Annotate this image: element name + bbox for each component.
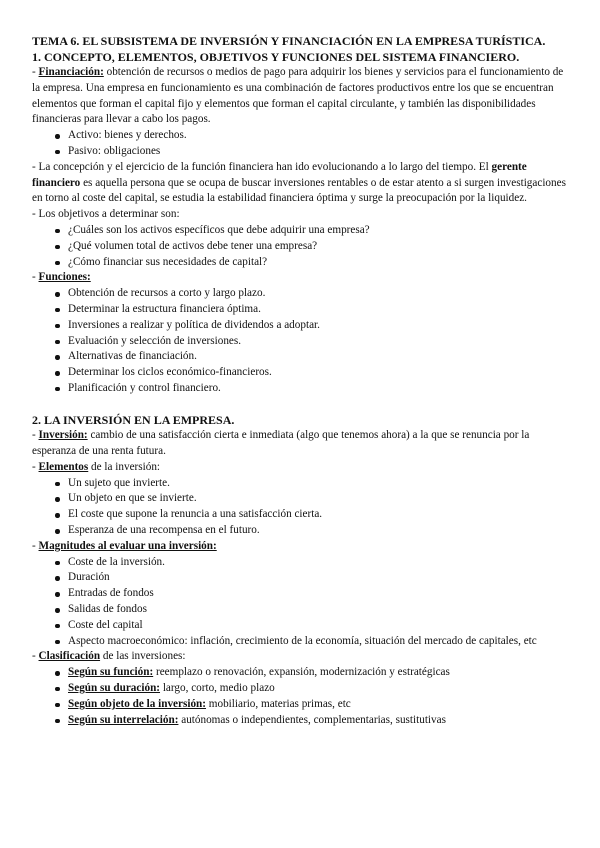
- gerente-post: es aquella persona que se ocupa de buscar inversiones rentables o de estar atento a si surgen investigaciones en torno al coste del capital, se estudia la estabilidad financiera óptima y surge la preocupación por la liquidez.: [32, 176, 566, 205]
- financiacion-paragraph: - Financiación: obtención de recursos o medios de pago para adquirir los bienes y servicios para el funcionamiento de la empresa. Una empresa en funcionamiento es una combinación de factores productivos entre los que se encuentran elementos que forman el capital fijo y elementos que forman el capital circulante, y también las disponibilidades financieras para llevar a cabo los pagos.: [32, 66, 564, 126]
- inversion-term: Inversión:: [38, 429, 88, 442]
- section-2-heading: 2. LA INVERSIÓN EN LA EMPRESA.: [32, 412, 235, 427]
- inversion-text: cambio de una satisfacción cierta e inmediata (algo que tenemos ahora) a la que se renuncia por la esperanza de una renta futura.: [32, 429, 530, 458]
- section-1-heading: 1. CONCEPTO, ELEMENTOS, OBJETIVOS Y FUNCIONES DEL SISTEMA FINANCIERO.: [32, 49, 520, 64]
- funciones-heading: - Funciones:: [32, 271, 91, 284]
- clasificacion-label: Según su interrelación:: [68, 713, 179, 726]
- financiacion-text: obtención de recursos o medios de pago para adquirir los bienes y servicios para el funcionamiento de la empresa. Una empresa en funcionamiento es una combinación de factores productivos entre los que se encuentran elementos que forman el capital fijo y elementos que forman el capital circulante, y también las disponibilidades financieras para llevar a cabo los pagos.: [32, 66, 564, 126]
- list-item: Determinar la estructura financiera óptima.: [32, 302, 568, 318]
- list-item: Entradas de fondos: [32, 586, 568, 602]
- document-title: TEMA 6. EL SUBSISTEMA DE INVERSIÓN Y FINANCIACIÓN EN LA EMPRESA TURÍSTICA.: [32, 34, 546, 48]
- list-item: Obtención de recursos a corto y largo plazo.: [32, 286, 568, 302]
- inversion-paragraph: - Inversión: cambio de una satisfacción cierta e inmediata (algo que tenemos ahora) a la que se renuncia por la esperanza de una renta futura.: [32, 429, 530, 458]
- gerente-pre: - La concepción y el ejercicio de la función financiera han ido evolucionando a lo largo del tiempo. El: [32, 160, 492, 173]
- list-item: Activo: bienes y derechos.: [32, 128, 568, 144]
- list-item: Esperanza de una recompensa en el futuro.: [32, 523, 568, 539]
- financiacion-list: [32, 128, 568, 160]
- clasificacion-list: [32, 665, 568, 728]
- magnitudes-list: [32, 555, 568, 650]
- clasificacion-text: autónomas o independientes, complementarias, sustitutivas: [178, 713, 446, 726]
- funciones-list: [32, 286, 568, 397]
- clasificacion-label: Según objeto de la inversión:: [68, 697, 206, 710]
- clasificacion-text: reemplazo o renovación, expansión, modernización y estratégicas: [153, 666, 450, 679]
- section-gap: [32, 397, 568, 413]
- list-item: Aspecto macroeconómico: inflación, crecimiento de la economía, situación del mercado de capitales, etc: [32, 634, 568, 650]
- list-item: El coste que supone la renuncia a una satisfacción cierta.: [32, 507, 568, 523]
- list-item: ¿Qué volumen total de activos debe tener una empresa?: [32, 239, 568, 255]
- list-item: Coste del capital: [32, 618, 568, 634]
- clasificacion-label: Según su función:: [68, 666, 154, 679]
- objetivos-list: [32, 223, 568, 270]
- magnitudes-heading: - Magnitudes al evaluar una inversión:: [32, 539, 217, 552]
- financiacion-term: Financiación:: [38, 66, 104, 78]
- list-item: Planificación y control financiero.: [32, 381, 568, 397]
- clasificacion-text: mobiliario, materias primas, etc: [206, 697, 351, 710]
- list-item: ¿Cuáles son los activos específicos que debe adquirir una empresa?: [32, 223, 568, 239]
- list-item: [32, 713, 568, 729]
- list-item: Un sujeto que invierte.: [32, 476, 568, 492]
- list-item: Duración: [32, 570, 568, 586]
- list-item: [32, 681, 568, 697]
- elementos-heading: - Elementos de la inversión:: [32, 460, 161, 473]
- list-item: Determinar los ciclos económico-financieros.: [32, 365, 568, 381]
- magnitudes-term: Magnitudes al evaluar una inversión:: [38, 539, 217, 552]
- gerente-paragraph: [32, 160, 568, 207]
- clasificacion-label: Según su duración:: [68, 681, 161, 694]
- clasificacion-term: Clasificación: [38, 650, 101, 663]
- list-item: [32, 697, 568, 713]
- objetivos-intro: - Los objetivos a determinar son:: [32, 208, 180, 221]
- list-item: Coste de la inversión.: [32, 555, 568, 571]
- elementos-list: [32, 476, 568, 539]
- list-item: Salidas de fondos: [32, 602, 568, 618]
- clasificacion-text: largo, corto, medio plazo: [160, 681, 275, 694]
- elementos-term: Elementos: [38, 460, 89, 473]
- list-item: Inversiones a realizar y política de dividendos a adoptar.: [32, 318, 568, 334]
- list-item: Pasivo: obligaciones: [32, 144, 568, 160]
- clasificacion-heading: - Clasificación de las inversiones:: [32, 650, 186, 663]
- list-item: Alternativas de financiación.: [32, 349, 568, 365]
- funciones-term: Funciones:: [38, 271, 91, 284]
- gerente-term: gerente financiero: [32, 160, 527, 189]
- elementos-post: de la inversión:: [88, 460, 161, 473]
- clasificacion-post: de las inversiones:: [100, 650, 186, 663]
- list-item: ¿Cómo financiar sus necesidades de capital?: [32, 255, 568, 271]
- list-item: Evaluación y selección de inversiones.: [32, 334, 568, 350]
- list-item: Un objeto en que se invierte.: [32, 491, 568, 507]
- list-item: [32, 665, 568, 681]
